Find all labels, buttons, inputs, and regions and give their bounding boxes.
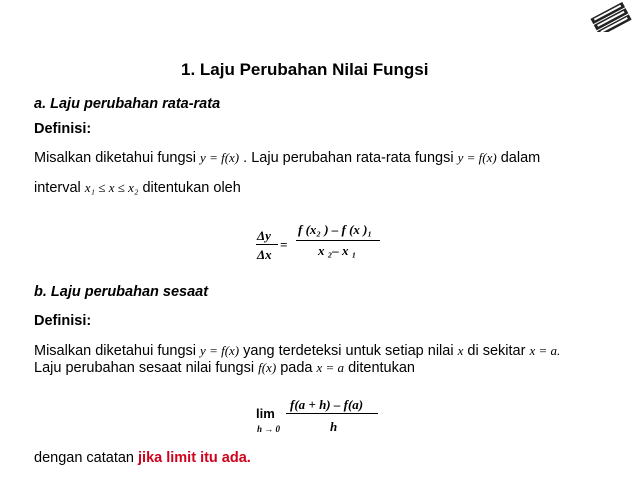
math-var: x [457, 343, 464, 358]
formula-b-num: f(a + h) – f(a) [290, 397, 364, 412]
formula-b-lim: lim [256, 406, 275, 421]
math-fn: y = f(x) [200, 150, 240, 165]
text-fragment: . Laju perubahan rata-rata fungsi [243, 150, 454, 166]
text-fragment: ditentukan [348, 360, 415, 376]
section-a-definisi-label: Definisi: [34, 121, 92, 137]
section-a-heading: a. Laju perubahan rata-rata [34, 96, 221, 112]
formula-a-lhs-num: Δy [257, 228, 271, 243]
section-a-line1 [34, 150, 540, 166]
math-fn: y = f(x) [200, 343, 240, 358]
highlight-condition: jika limit itu ada. [138, 450, 251, 466]
text-fragment: Misalkan diketahui fungsi [34, 343, 197, 359]
section-b-heading: b. Laju perubahan sesaat [34, 284, 209, 300]
text-fragment: interval [34, 180, 81, 196]
section-b-definisi-label: Definisi: [34, 313, 92, 329]
math-interval: x₁ ≤ x ≤ x₂ [84, 180, 139, 195]
math-fn: y = f(x) [457, 150, 497, 165]
text-fragment: ditentukan oleh [142, 180, 241, 196]
page-title: 1. Laju Perubahan Nilai Fungsi [181, 60, 429, 79]
math-cond: x = a. [529, 343, 561, 358]
text-fragment: dengan catatan [34, 450, 134, 466]
math-cond: x = a [316, 360, 345, 375]
section-b-line2 [34, 360, 415, 376]
formula-b-den: h [330, 419, 338, 434]
books-stack-icon [586, 2, 636, 32]
section-b-line1 [34, 343, 560, 359]
formula-a-lhs-den: Δx [257, 247, 272, 262]
text-fragment: Misalkan diketahui fungsi [34, 150, 197, 166]
formula-a-rhs-bar [296, 240, 380, 241]
text-fragment: Laju perubahan sesaat nilai fungsi [34, 360, 255, 376]
text-fragment: di sekitar [467, 343, 526, 359]
formula-a-eq: = [280, 237, 288, 252]
formula-a-rhs-den: x ₂– x ₁ [318, 243, 357, 258]
text-fragment: dalam [500, 150, 541, 166]
formula-b-lim-sub: h → 0 [257, 424, 281, 434]
section-b-footer [34, 450, 251, 466]
math-fn: f(x) [258, 360, 277, 375]
text-fragment: pada [280, 360, 313, 376]
formula-a-rhs-num: f (x₂ ) – f (x )₁ [298, 222, 373, 237]
text-fragment: yang terdeteksi untuk setiap nilai [243, 343, 454, 359]
formula-b-bar [286, 413, 378, 414]
formula-a-lhs-bar [256, 244, 278, 245]
section-a-line2 [34, 180, 241, 196]
